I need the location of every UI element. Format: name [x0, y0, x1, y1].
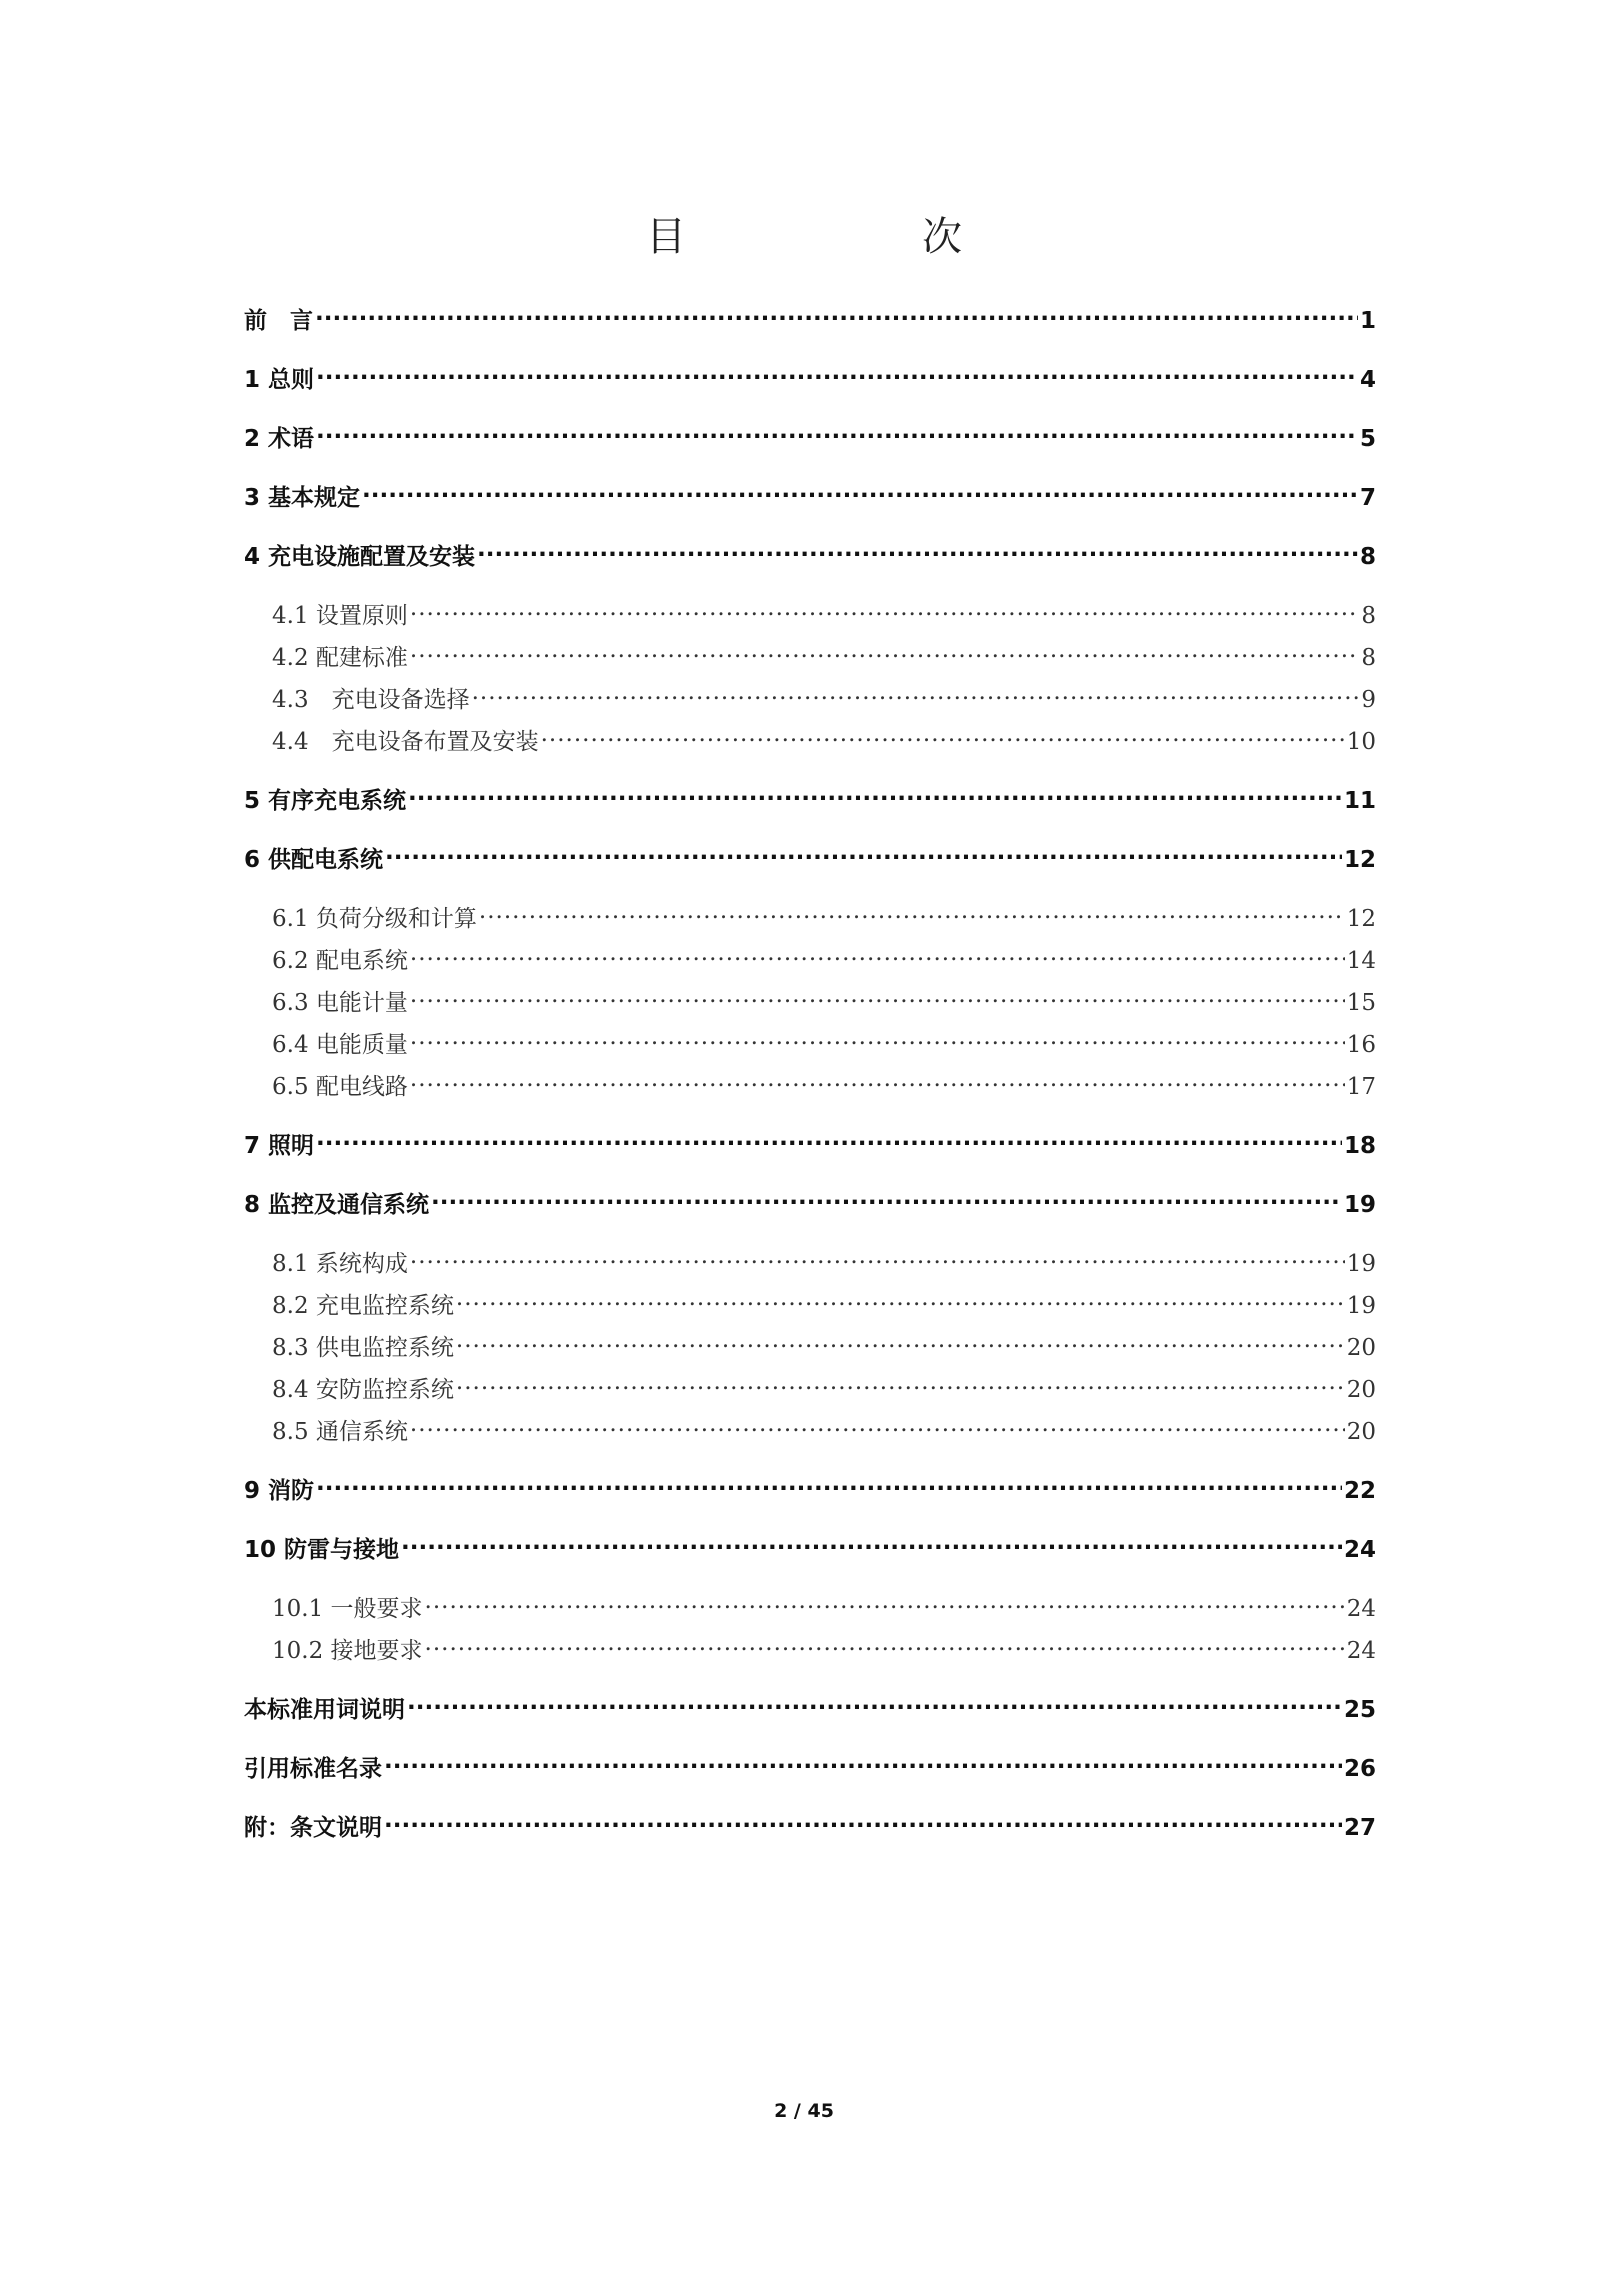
toc-leader-dots [410, 940, 1345, 968]
toc-entry[interactable] [244, 1689, 1376, 1724]
toc-leader-dots [362, 477, 1358, 505]
toc-entry-page-number: 22 [1343, 1477, 1376, 1504]
toc-entry[interactable] [244, 1588, 1376, 1623]
toc-entry[interactable] [244, 721, 1376, 756]
toc-leader-dots [410, 637, 1359, 665]
toc-entry-label: 1 总则 [244, 366, 315, 393]
toc-entry-label: 2 术语 [244, 425, 315, 452]
toc-leader-dots [541, 721, 1345, 749]
toc-entry[interactable] [244, 300, 1376, 335]
toc-entry-page-number: 14 [1346, 947, 1376, 974]
toc-entry[interactable] [244, 839, 1376, 874]
toc-entry-label: 4.2 配建标准 [272, 644, 408, 671]
toc-entry[interactable] [244, 1243, 1376, 1278]
toc-entry-page-number: 8 [1361, 644, 1376, 671]
toc-leader-dots [384, 1748, 1342, 1776]
toc-entry-page-number: 19 [1346, 1292, 1376, 1319]
toc-entry-label: 10.1 一般要求 [272, 1595, 423, 1622]
toc-entry[interactable] [244, 1066, 1376, 1101]
toc-entry-page-number: 20 [1346, 1376, 1376, 1403]
toc-entry-label: 6.1 负荷分级和计算 [272, 905, 477, 932]
toc-leader-dots [456, 1285, 1345, 1313]
toc-leader-dots [410, 1411, 1345, 1439]
toc-entry-label: 8.2 充电监控系统 [272, 1292, 454, 1319]
toc-entry-label: 4.3 充电设备选择 [272, 686, 470, 713]
toc-entry[interactable] [244, 679, 1376, 714]
toc-entry-page-number: 20 [1346, 1334, 1376, 1361]
toc-entry-label: 8.1 系统构成 [272, 1250, 408, 1277]
toc-entry-label: 附：条文说明 [244, 1814, 382, 1841]
toc-entry-label: 4.4 充电设备布置及安装 [272, 728, 539, 755]
toc-entry-page-number: 26 [1343, 1755, 1376, 1782]
toc-entry-page-number: 25 [1343, 1696, 1376, 1723]
toc-entry-label: 6.3 电能计量 [272, 989, 408, 1016]
toc-leader-dots [479, 898, 1345, 926]
toc-leader-dots [410, 1024, 1345, 1052]
toc-entry[interactable] [244, 898, 1376, 933]
toc-entry-page-number: 12 [1346, 905, 1376, 932]
page-number-footer: 2 / 45 [774, 2100, 834, 2122]
toc-entry[interactable] [244, 1125, 1376, 1160]
toc-entry-page-number: 8 [1359, 543, 1376, 570]
toc-entry-label: 6.2 配电系统 [272, 947, 408, 974]
toc-entry[interactable] [244, 1411, 1376, 1446]
toc-entry-page-number: 27 [1343, 1814, 1376, 1841]
toc-leader-dots [410, 1066, 1345, 1094]
toc-entry-label: 8 监控及通信系统 [244, 1191, 430, 1218]
toc-entry-label: 4.1 设置原则 [272, 602, 408, 629]
toc-entry-page-number: 4 [1359, 366, 1376, 393]
toc-leader-dots [407, 1689, 1342, 1717]
toc-entry-label: 6.4 电能质量 [272, 1031, 408, 1058]
toc-entry-page-number: 9 [1361, 686, 1376, 713]
toc-entry[interactable] [244, 1529, 1376, 1564]
toc-leader-dots [401, 1529, 1342, 1557]
toc-entry[interactable] [244, 1024, 1376, 1059]
toc-entry-page-number: 19 [1346, 1250, 1376, 1277]
toc-entry-page-number: 19 [1343, 1191, 1376, 1218]
toc-entry[interactable] [244, 1807, 1376, 1842]
toc-leader-dots [410, 595, 1359, 623]
toc-entry[interactable] [244, 1184, 1376, 1219]
toc-entry-label: 9 消防 [244, 1477, 315, 1504]
toc-entry[interactable] [244, 982, 1376, 1017]
toc-entry-page-number: 10 [1346, 728, 1376, 755]
toc-entry-page-number: 1 [1359, 307, 1376, 334]
toc-entry[interactable] [244, 536, 1376, 571]
toc-entry-label: 6.5 配电线路 [272, 1073, 408, 1100]
toc-entry[interactable] [244, 359, 1376, 394]
toc-leader-dots [316, 359, 1358, 387]
toc-entry[interactable] [244, 1470, 1376, 1505]
toc-leader-dots [316, 1125, 1342, 1153]
toc-entry-page-number: 18 [1343, 1132, 1376, 1159]
toc-entry-label: 10 防雷与接地 [244, 1536, 400, 1563]
toc-entry-label: 8.4 安防监控系统 [272, 1376, 454, 1403]
toc-entry[interactable] [244, 637, 1376, 672]
toc-leader-dots [410, 982, 1345, 1010]
toc-leader-dots [410, 1243, 1345, 1271]
toc-entry-label: 5 有序充电系统 [244, 787, 407, 814]
toc-leader-dots [316, 418, 1358, 446]
toc-entry-page-number: 24 [1343, 1536, 1376, 1563]
toc-entry[interactable] [244, 1630, 1376, 1665]
toc-entry-label: 6 供配电系统 [244, 846, 384, 873]
toc-entry-label: 3 基本规定 [244, 484, 361, 511]
toc-entry[interactable] [244, 477, 1376, 512]
toc-entry-label: 7 照明 [244, 1132, 315, 1159]
toc-leader-dots [472, 679, 1360, 707]
toc-leader-dots [456, 1369, 1345, 1397]
toc-entry-page-number: 24 [1346, 1637, 1376, 1664]
toc-entry[interactable] [244, 1748, 1376, 1783]
page-title: 目 次 [646, 214, 1014, 260]
toc-leader-dots [316, 1470, 1342, 1498]
toc-leader-dots [425, 1630, 1345, 1658]
toc-entry-page-number: 5 [1359, 425, 1376, 452]
toc-entry-label: 8.5 通信系统 [272, 1418, 408, 1445]
toc-entry-label: 前 言 [244, 307, 313, 334]
toc-leader-dots [456, 1327, 1345, 1355]
toc-leader-dots [384, 1807, 1342, 1835]
toc-entry-page-number: 8 [1361, 602, 1376, 629]
toc-entry[interactable] [244, 1327, 1376, 1362]
toc-entry-page-number: 17 [1346, 1073, 1376, 1100]
toc-leader-dots [425, 1588, 1345, 1616]
toc-entry[interactable] [244, 1285, 1376, 1320]
toc-leader-dots [315, 300, 1358, 328]
toc-entry-label: 10.2 接地要求 [272, 1637, 423, 1664]
toc-leader-dots [431, 1184, 1342, 1212]
toc-entry-page-number: 7 [1359, 484, 1376, 511]
toc-entry-page-number: 15 [1346, 989, 1376, 1016]
toc-entry-label: 本标准用词说明 [244, 1696, 405, 1723]
toc-entry-label: 8.3 供电监控系统 [272, 1334, 454, 1361]
toc-entry[interactable] [244, 418, 1376, 453]
toc-entry-label: 4 充电设施配置及安装 [244, 543, 476, 570]
toc-entry-page-number: 24 [1346, 1595, 1376, 1622]
toc-entry[interactable] [244, 595, 1376, 630]
toc-entry[interactable] [244, 940, 1376, 975]
toc-entry-page-number: 12 [1343, 846, 1376, 873]
toc-entry-page-number: 11 [1343, 787, 1376, 814]
toc-entry-page-number: 16 [1346, 1031, 1376, 1058]
toc-entry-page-number: 20 [1346, 1418, 1376, 1445]
toc-entry[interactable] [244, 780, 1376, 815]
toc-leader-dots [408, 780, 1342, 808]
toc-leader-dots [477, 536, 1358, 564]
toc-leader-dots [385, 839, 1342, 867]
toc-entry[interactable] [244, 1369, 1376, 1404]
toc-entry-label: 引用标准名录 [244, 1755, 382, 1782]
